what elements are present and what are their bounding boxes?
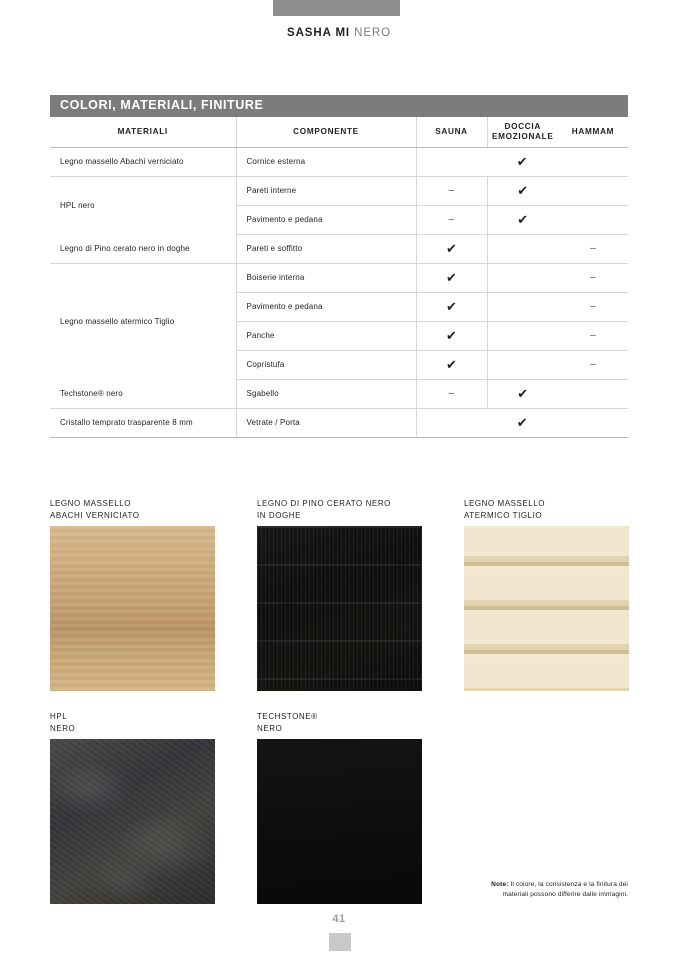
swatch-caption [50, 498, 215, 521]
swatch-legno-massello-abachi-verniciato [50, 498, 215, 691]
cell-component: Sgabello [236, 379, 416, 408]
cell-doccia: ✔ [487, 176, 558, 205]
cell-doccia [487, 321, 558, 350]
section-title: COLORI, MATERIALI, FINITURE [50, 95, 628, 117]
cell-component: Pareti interne [236, 176, 416, 205]
cell-hammam: – [558, 263, 628, 292]
page-number: 41 [332, 913, 346, 925]
cell-hammam [558, 379, 628, 408]
note-line2: materiali possono differire dalle immagini. [502, 890, 628, 898]
column-header-doccia-line2: EMOZIONALE [491, 131, 554, 141]
cell-material: Legno massello atermico Tiglio [60, 316, 175, 326]
cell-hammam [558, 205, 628, 234]
swatch-caption-line1: TECHSTONE® [257, 712, 318, 721]
disclaimer-note [430, 880, 628, 900]
table-row [50, 263, 628, 292]
cell-sauna: ✔ [416, 234, 487, 263]
materials-table [50, 117, 628, 438]
swatch-image-pino [257, 526, 422, 691]
cell-component: Cornice esterna [236, 147, 416, 176]
cell-doccia [487, 263, 558, 292]
cell-material: HPL nero [60, 200, 95, 210]
cell-sauna: ✔ [416, 350, 487, 379]
cell-component: Pareti e soffitto [236, 234, 416, 263]
swatch-caption-line1: LEGNO MASSELLO [50, 499, 132, 508]
cell-component: Copristufa [236, 350, 416, 379]
header-accent-bar [273, 0, 400, 16]
note-label: Note: [491, 881, 509, 888]
cell-doccia: ✔ [487, 379, 558, 408]
cell-material: Legno di Pino cerato nero in doghe [50, 234, 236, 263]
cell-mark-all: ✔ [416, 147, 628, 176]
table-row [50, 147, 628, 176]
footer-accent-bar [329, 933, 351, 951]
cell-hammam: – [558, 321, 628, 350]
cell-sauna: ✔ [416, 292, 487, 321]
cell-material: Cristallo temprato trasparente 8 mm [50, 408, 236, 437]
cell-doccia [487, 350, 558, 379]
swatch-caption [257, 711, 422, 734]
cell-hammam: – [558, 234, 628, 263]
swatch-legno-massello-atermico-tiglio [464, 498, 629, 691]
swatch-image-hpl [50, 739, 215, 904]
table-row [50, 408, 628, 437]
column-header-sauna: SAUNA [416, 117, 487, 147]
cell-sauna: ✔ [416, 321, 487, 350]
cell-component: Pavimento e pedana [236, 205, 416, 234]
swatch-caption-line2: IN DOGHE [257, 510, 301, 520]
cell-sauna: – [416, 205, 487, 234]
swatch-legno-di-pino-cerato-nero-in-doghe [257, 498, 422, 691]
column-header-componente: COMPONENTE [236, 117, 416, 147]
cell-component: Vetrate / Porta [236, 408, 416, 437]
note-line1: Il colore, la consistenza e la finitura dei [508, 881, 628, 888]
cell-sauna: – [416, 176, 487, 205]
swatch-caption [464, 498, 629, 521]
swatch-caption [50, 711, 215, 734]
swatch-image-techstone [257, 739, 422, 904]
cell-component: Boiserie interna [236, 263, 416, 292]
page-title [0, 27, 678, 39]
cell-component: Panche [236, 321, 416, 350]
cell-hammam [558, 176, 628, 205]
cell-doccia [487, 234, 558, 263]
table-row [50, 379, 628, 408]
swatch-image-abachi [50, 526, 215, 691]
cell-hammam: – [558, 350, 628, 379]
swatch-caption-line1: LEGNO DI PINO CERATO NERO [257, 499, 391, 508]
column-header-hammam: HAMMAM [558, 117, 628, 147]
cell-sauna: ✔ [416, 263, 487, 292]
swatch-caption-line2: NERO [257, 723, 283, 733]
cell-hammam: – [558, 292, 628, 321]
cell-material: Legno massello Abachi verniciato [50, 147, 236, 176]
table-row [50, 176, 628, 205]
swatch-caption-line1: HPL [50, 712, 68, 721]
cell-material: Techstone® nero [50, 379, 236, 408]
cell-component: Pavimento e pedana [236, 292, 416, 321]
cell-sauna: – [416, 379, 487, 408]
swatch-caption-line2: ABACHI VERNICIATO [50, 510, 140, 520]
swatch-caption-line1: LEGNO MASSELLO [464, 499, 546, 508]
swatch-techstone-nero [257, 711, 422, 904]
swatch-caption [257, 498, 422, 521]
swatch-caption-line2: ATERMICO TIGLIO [464, 510, 543, 520]
page-title-light: NERO [354, 27, 391, 39]
swatch-image-tiglio [464, 526, 629, 691]
column-header-materiali: MATERIALI [50, 117, 236, 147]
column-header-doccia-emozionale [487, 117, 558, 147]
cell-doccia [487, 292, 558, 321]
column-header-doccia-line1: DOCCIA [504, 122, 541, 132]
page-title-bold: SASHA MI [287, 27, 351, 39]
swatch-caption-line2: NERO [50, 723, 76, 733]
table-row [50, 234, 628, 263]
cell-mark-all: ✔ [416, 408, 628, 437]
cell-doccia: ✔ [487, 205, 558, 234]
table-header-row [50, 117, 628, 147]
swatch-hpl-nero [50, 711, 215, 904]
